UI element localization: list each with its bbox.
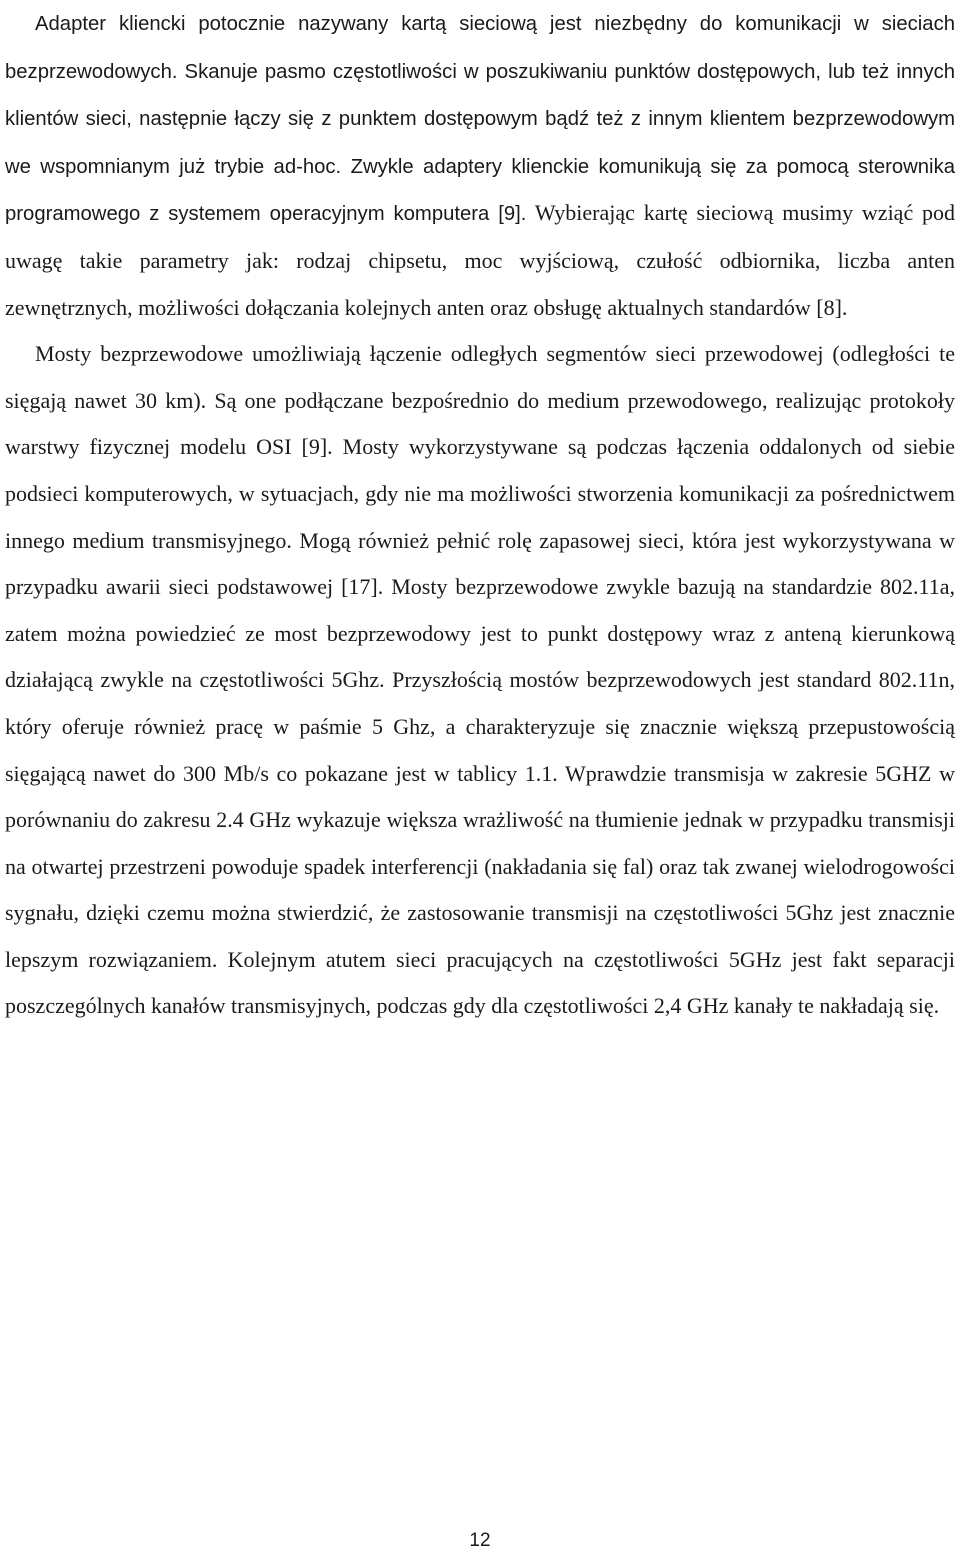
paragraph-adapters [5, 0, 955, 331]
paragraph-adapters-serif-part: Wybierając kartę sieciową musimy wziąć pod uwagę takie parametry jak: rodzaj chipsetu, moc wyjściową, czułość odbiornika, liczba anten zewnętrznych, możliwości dołączania kolejnych anten oraz obsługę aktualnych standardów [8]. [5, 200, 956, 320]
page-number: 12 [469, 1530, 491, 1551]
paragraph-bridges: Mosty bezprzewodowe umożliwiają łączenie odległych segmentów sieci przewodowej (odległości te sięgają nawet 30 km). Są one podłączane bezpośrednio do medium przewodowego, realizując protokoły warstwy fizycznej modelu OSI [9]. Mosty wykorzystywane są podczas łączenia oddalonych od siebie podsieci komputerowych, w sytuacjach, gdy nie ma możliwości stworzenia komunikacji za pośrednictwem innego medium transmisyjnego. Mogą również pełnić rolę zapasowej sieci, która jest wykorzystywana w przypadku awarii sieci podstawowej [17]. Mosty bezprzewodowe zwykle bazują na standardzie 802.11a, zatem można powiedzieć ze most bezprzewodowy jest to punkt dostępowy wraz z anteną kierunkową działającą zwykle na częstotliwości 5Ghz. Przyszłością mostów bezprzewodowych jest standard 802.11n, który oferuje również pracę w paśmie 5 Ghz, a charakteryzuje się znacznie większą przepustowością sięgającą nawet do 300 Mb/s co pokazane jest w tablicy 1.1. Wprawdzie transmisja w zakresie 5GHZ w porównaniu do zakresu 2.4 GHz wykazuje większa wrażliwość na tłumienie jednak w przypadku transmisji na otwartej przestrzeni powoduje spadek interferencji (nakładania się fal) oraz tak zwanej wielodrogowości sygnału, dzięki czemu można stwierdzić, że zastosowanie transmisji na częstotliwości 5Ghz jest znacznie lepszym rozwiązaniem. Kolejnym atutem sieci pracujących na częstotliwości 5GHz jest fakt separacji poszczególnych kanałów transmisyjnych, podczas gdy dla częstotliwości 2,4 GHz kanały te nakładają się. [5, 341, 955, 1019]
body-text [5, 0, 955, 1030]
paragraph-adapters-sans-part: Adapter kliencki potocznie nazywany kartą sieciową jest niezbędny do komunikacji w sieciach bezprzewodowych. Skanuje pasmo częstotliwości w poszukiwaniu punktów dostępowych, lub też innych klientów sieci, następnie łączy się z punktem dostępowym bądź też z innym klientem bezprzewodowym we wspomnianym już trybie ad-hoc. Zwykle adaptery klienckie komunikują się za pomocą sterownika programowego z systemem operacyjnym komputera [9]. [5, 13, 955, 226]
